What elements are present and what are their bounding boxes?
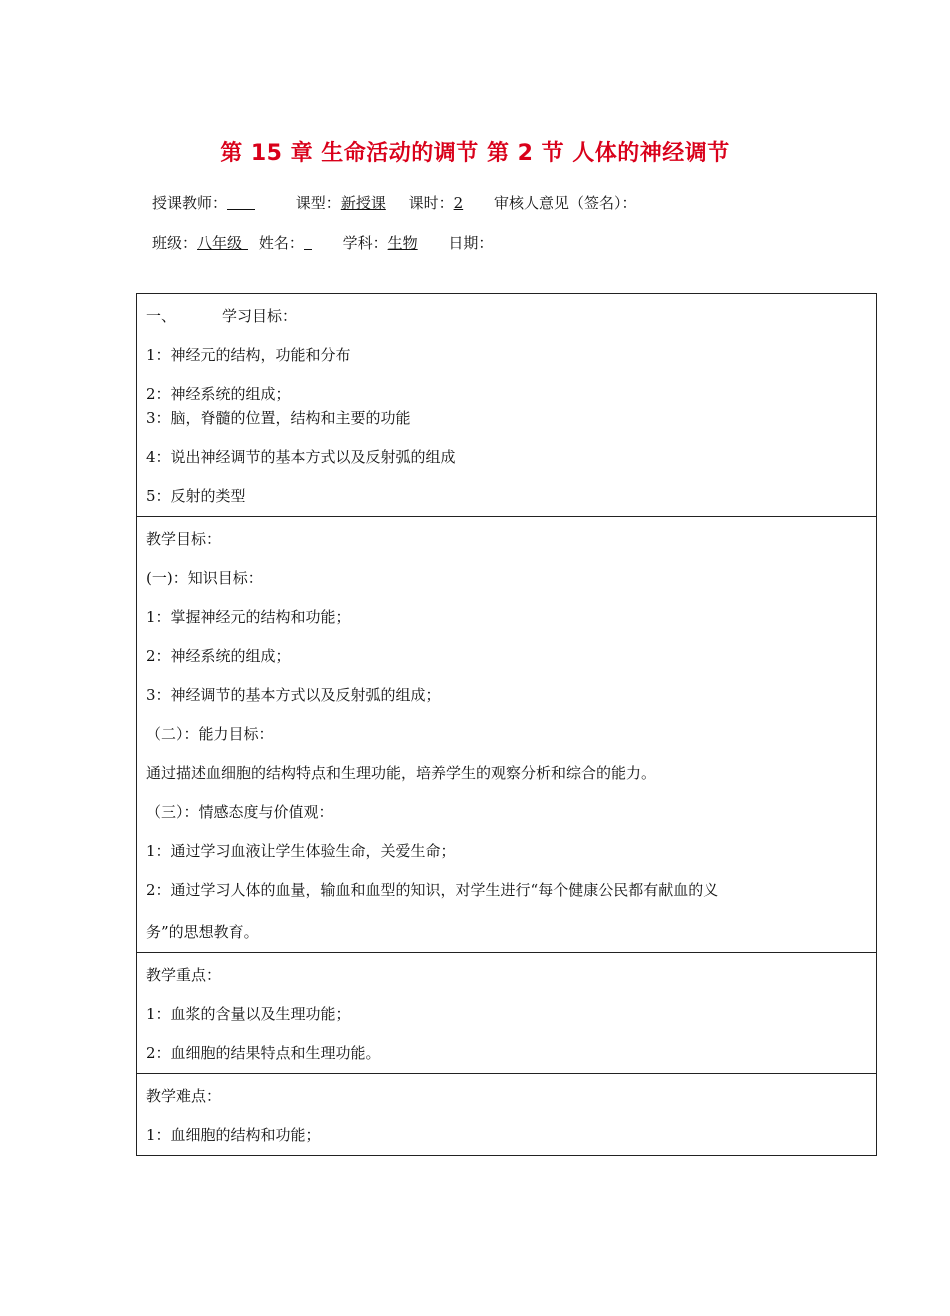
meta-line-2 [152,232,493,253]
type-value: 新授课 [340,194,386,212]
meta-line-1 [152,192,636,213]
teacher-blank [227,195,255,210]
emotion-heading: （三）：情感态度与价值观： [146,803,334,821]
list-item: 1：通过学习血液让学生体验生命，关爱生命； [146,842,456,860]
list-item: 1：掌握神经元的结构和功能； [146,608,351,626]
date-label: 日期： [448,234,494,252]
difficult-points-cell [137,1074,877,1156]
ability-heading: （二）：能力目标： [146,725,274,743]
list-item: 2：神经系统的组成； [146,647,291,665]
subject-label: 学科： [342,234,388,252]
class-value: 八年级 [197,234,243,252]
list-item: 2：通过学习人体的血量，输血和血型的知识，对学生进行“每个健康公民都有献血的义 [146,881,719,899]
list-item: 3：神经调节的基本方式以及反射弧的组成； [146,686,441,704]
page-title: 第 15 章 生命活动的调节 第 2 节 人体的神经调节 [220,141,730,166]
teacher-label: 授课教师： [152,194,228,212]
teaching-goals-heading: 教学目标： [146,530,222,548]
list-item: 3：脑，脊髓的位置，结构和主要的功能 [146,409,411,427]
list-item: 4：说出神经调节的基本方式以及反射弧的组成 [146,448,456,466]
knowledge-heading: (一)：知识目标： [146,569,263,587]
teaching-goals-cell [137,517,877,953]
key-points-heading: 教学重点： [146,966,222,984]
list-item: 5：反射的类型 [146,487,246,505]
ability-text: 通过描述血细胞的结构特点和生理功能，培养学生的观察分析和综合的能力。 [146,764,657,782]
key-points-cell [137,953,877,1074]
name-label: 姓名： [258,234,304,252]
study-goals-heading: 一、 学习目标： [146,307,298,325]
hours-label: 课时： [408,194,454,212]
type-label: 课型： [295,194,341,212]
list-item: 2：血细胞的结果特点和生理功能。 [146,1044,381,1062]
list-item: 1：血浆的含量以及生理功能； [146,1005,351,1023]
lesson-table [136,293,877,1156]
class-label: 班级： [152,234,198,252]
hours-value: 2 [453,194,464,212]
list-item-continued: 务”的思想教育。 [146,923,259,941]
list-item: 2：神经系统的组成； [146,385,291,403]
difficult-points-heading: 教学难点： [146,1087,222,1105]
study-goals-cell [137,294,877,517]
review-label: 审核人意见（签名）： [493,194,637,212]
list-item: 1：神经元的结构，功能和分布 [146,346,351,364]
subject-value: 生物 [387,234,418,252]
name-blank [304,235,312,250]
list-item: 1：血细胞的结构和功能； [146,1126,321,1144]
